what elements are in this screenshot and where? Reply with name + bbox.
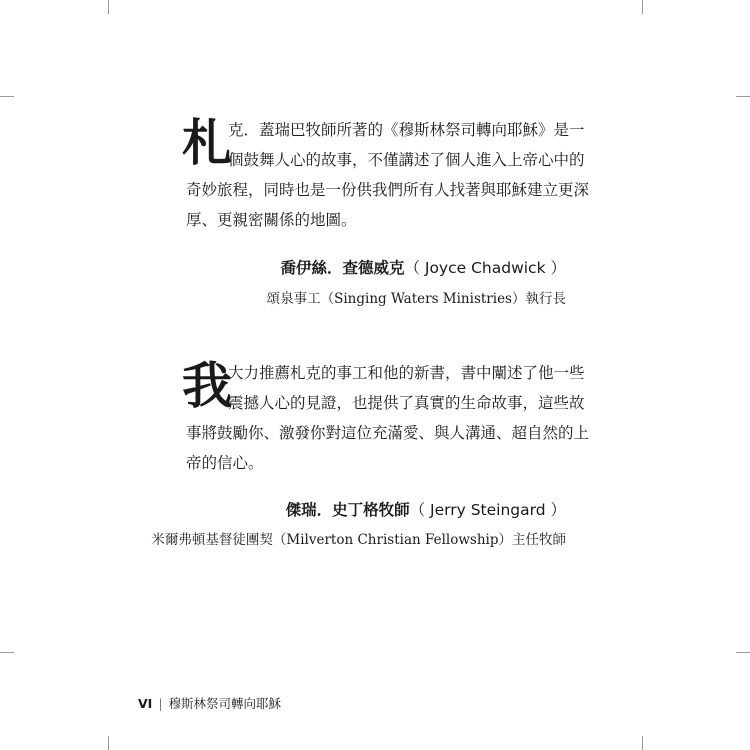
paragraph-line: 克．蓋瑞巴牧師所著的《穆斯林祭司轉向耶穌》是一 [228,121,585,139]
endorser-name-en: （ Joyce Chadwick ） [404,259,566,277]
crop-mark-left-bottom [0,652,14,653]
crop-mark-right-top [736,96,750,97]
endorsement-2 [182,356,590,478]
crop-mark-bottom-left [108,736,109,750]
crop-mark-right-bottom [736,652,750,653]
paragraph-line: 大力推薦札克的事工和他的新書，書中闡述了他一些 [228,364,585,382]
running-title: 穆斯林祭司轉向耶穌 [168,696,282,711]
endorser-name [286,498,566,520]
page-footer [138,694,281,712]
crop-mark-left-top [0,96,14,97]
endorsement-1-paragraph [182,113,590,235]
drop-cap: 我 [182,356,232,415]
endorser-name-en: （ Jerry Steingard ） [409,501,566,519]
page-number: VI [138,696,153,711]
paragraph-line: 事將鼓勵你、激發你對這位充滿愛、與人溝通、超自然的上 [186,424,590,442]
endorsement-2-paragraph [182,356,590,478]
paragraph-line: 個鼓舞人心的故事，不僅講述了個人進入上帝心中的 [228,151,585,169]
footer-separator: | [158,696,163,711]
crop-mark-top-right [642,0,643,14]
paragraph-line: 帝的信心。 [186,454,264,472]
paragraph-line: 奇妙旅程，同時也是一份供我們所有人找著與耶穌建立更深 [186,181,590,199]
drop-cap: 札 [182,113,232,172]
endorser-organization: 米爾弗頓基督徒團契（Milverton Christian Fellowship）主任牧師 [151,532,566,548]
endorser-name [280,256,566,278]
endorsement-1 [182,113,590,235]
paragraph-line: 厚、更親密關係的地圖。 [186,211,357,229]
endorser-organization: 頌泉事工（Singing Waters Ministries）執行長 [266,291,566,307]
paragraph-line: 震撼人心的見證，也提供了真實的生命故事，這些故 [228,394,585,412]
endorser-name-zh: 傑瑞．史丁格牧師 [285,501,410,519]
crop-mark-top-left [108,0,109,14]
crop-mark-bottom-right [642,736,643,750]
endorser-name-zh: 喬伊絲．查德威克 [280,259,405,277]
